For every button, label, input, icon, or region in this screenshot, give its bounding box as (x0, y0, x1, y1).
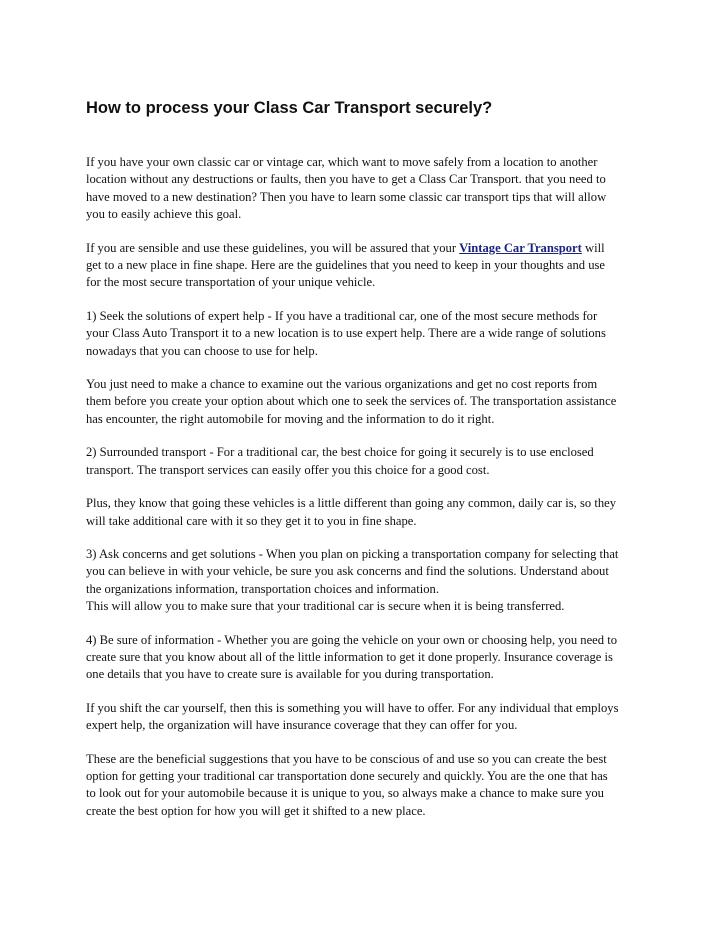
document-title: How to process your Class Car Transport securely? (86, 99, 493, 117)
paragraph-conclusion (86, 751, 646, 821)
text-line: will take additional care with it so they get it to you in fine shape. (86, 513, 417, 528)
text-line: expert help, the organization will have insurance coverage that they can offer for you. (86, 718, 518, 733)
text-segment: will (581, 240, 605, 255)
paragraph-enclosed-transport (86, 444, 646, 479)
text-line: If you shift the car yourself, then this is something you will have to offer. For any individual that employs (86, 700, 619, 715)
paragraph-expert-help (86, 308, 646, 360)
text-line-with-link (86, 240, 646, 257)
paragraph-guidelines (86, 240, 646, 292)
text-line: you to easily achieve this goal. (86, 207, 242, 222)
text-line: your Class Auto Transport it to a new location is to use expert help. There are a wide range of solutions (86, 326, 606, 341)
text-segment: If you are sensible and use these guidelines, you will be assured that your (86, 240, 460, 255)
paragraph-examine-organizations (86, 376, 646, 428)
text-line: to look out for your automobile because it is unique to you, so always make a chance to make sure you (86, 786, 604, 801)
text-line: has encounter, the right automobile for moving and the information to do it right. (86, 411, 495, 426)
paragraph-intro (86, 154, 646, 224)
text-line: them before you create your option about which one to seek the services of. The transportation assistance (86, 394, 617, 409)
text-line: 1) Seek the solutions of expert help - If you have a traditional car, one of the most secure methods for (86, 308, 598, 323)
text-line: have moved to a new destination? Then you have to learn some classic car transport tips that will allow (86, 189, 607, 204)
text-line: option for getting your traditional car transportation done securely and quickly. You are the one that has (86, 768, 608, 783)
text-line: These are the beneficial suggestions that you have to be conscious of and use so you can create the best (86, 751, 607, 766)
text-line: location without any destructions or faults, then you have to get a Class Car Transport. that you need to (86, 172, 606, 187)
text-line: transport. The transport services can easily offer you this choice for a good cost. (86, 462, 490, 477)
paragraph-additional-care (86, 495, 646, 530)
text-line: nowadays that you can choose to use for help. (86, 343, 318, 358)
paragraph-shift-yourself (86, 700, 646, 735)
text-line: one details that you have to create sure is available for you during transportation. (86, 667, 494, 682)
text-line: for the most secure transportation of your unique vehicle. (86, 275, 376, 290)
text-line: get to a new place in fine shape. Here are the guidelines that you need to keep in your thoughts and use (86, 258, 605, 273)
text-line: This will allow you to make sure that your traditional car is secure when it is being transferred. (86, 599, 565, 614)
text-line: 2) Surrounded transport - For a traditional car, the best choice for going it securely is to use enclosed (86, 445, 594, 460)
text-line: Plus, they know that going these vehicles is a little different than going any common, daily car is, so they (86, 496, 617, 511)
paragraph-be-sure-of-information (86, 632, 646, 684)
text-line: create sure that you know about all of the little information to get it done properly. Insurance coverage is (86, 649, 613, 664)
paragraph-ask-concerns (86, 546, 646, 616)
text-line: You just need to make a chance to examine out the various organizations and get no cost reports from (86, 377, 598, 392)
text-line: the organizations information, transportation choices and information. (86, 581, 439, 596)
text-line: 3) Ask concerns and get solutions - When you plan on picking a transportation company for selecting that (86, 546, 619, 561)
document-page (86, 98, 646, 836)
text-line: create the best option for how you will get it shifted to a new place. (86, 803, 426, 818)
text-line: 4) Be sure of information - Whether you are going the vehicle on your own or choosing help, you need to (86, 632, 618, 647)
text-line: you can believe in with your vehicle, be sure you ask concerns and find the solutions. Understand about (86, 564, 609, 579)
vintage-car-transport-link[interactable]: Vintage Car Transport (459, 240, 582, 255)
text-line: If you have your own classic car or vintage car, which want to move safely from a location to another (86, 155, 598, 169)
